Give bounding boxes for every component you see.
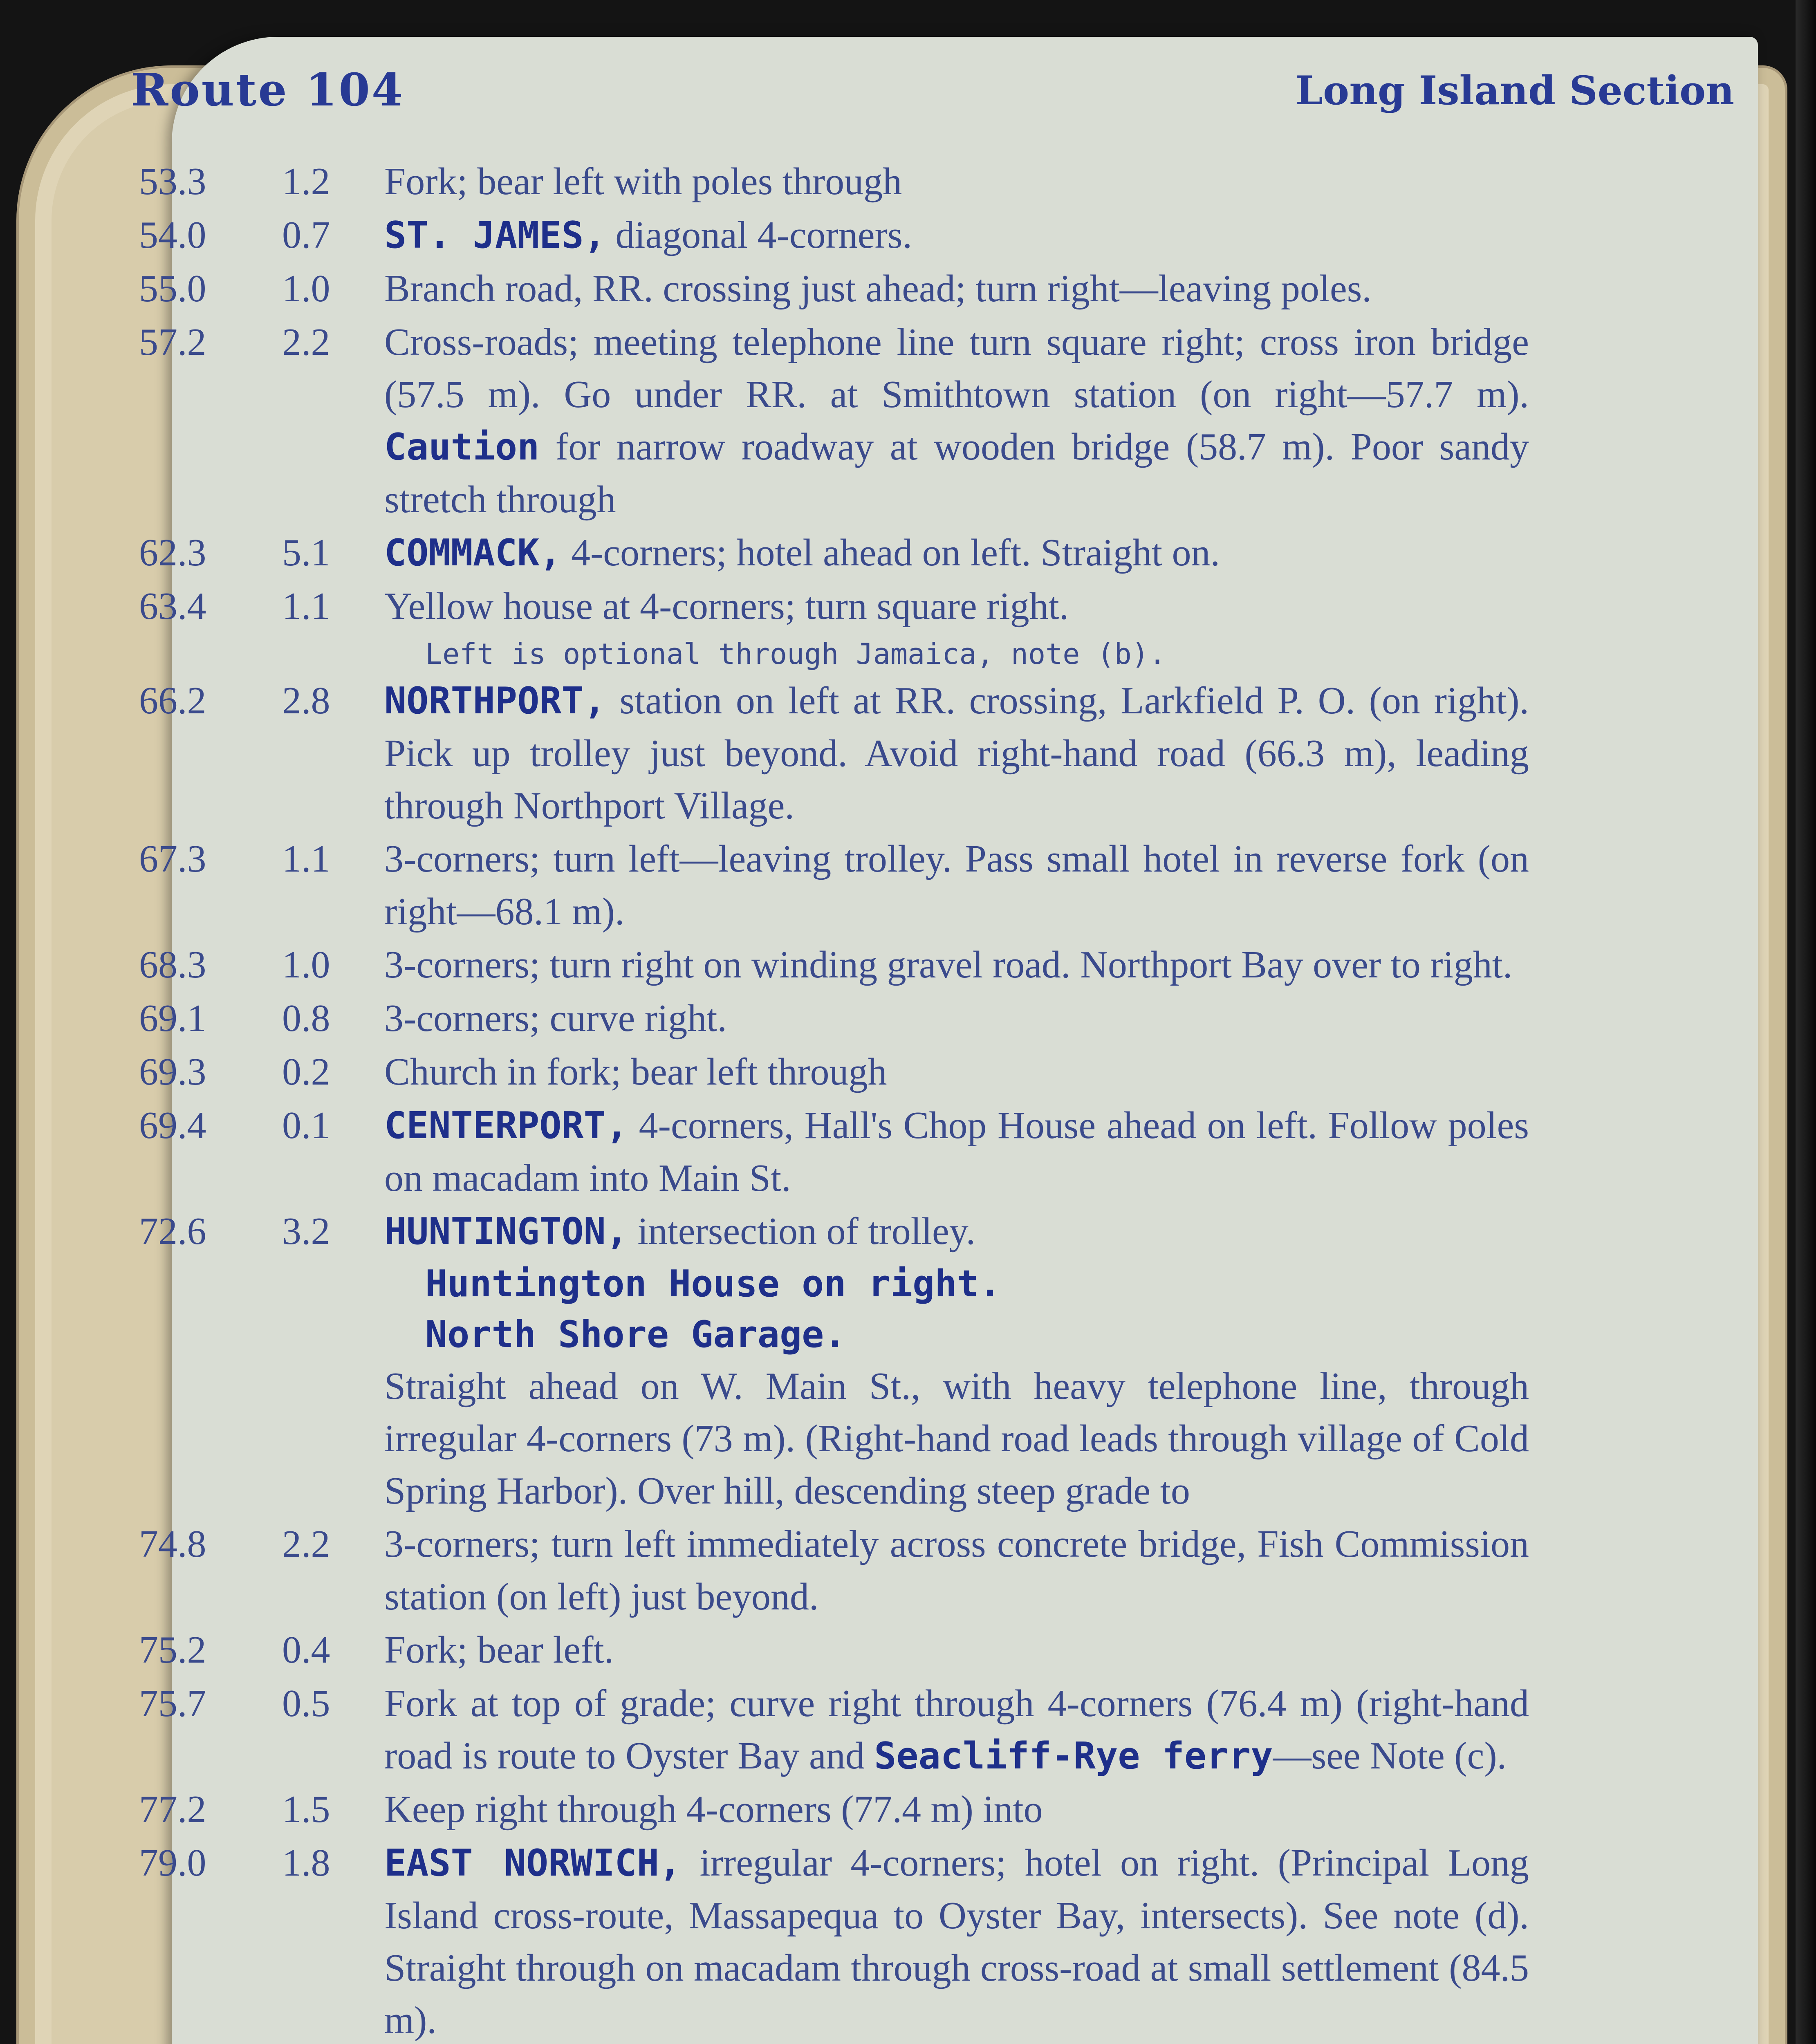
huntington-directions	[131, 1360, 1529, 1517]
route-entry	[131, 1624, 1529, 1676]
entry-description	[384, 939, 1529, 991]
entry-place-name: NORTHPORT,	[384, 679, 606, 722]
entry-text: Branch road, RR. crossing just ahead; turn right—leaving poles.	[384, 267, 1372, 310]
entry-delta-mileage: 1.1	[282, 585, 330, 628]
entry-description	[384, 1677, 1529, 1782]
entry-total-mileage: 72.6	[139, 1210, 206, 1253]
entry-place-name: COMMACK,	[384, 531, 562, 574]
entry-total-mileage: 74.8	[139, 1523, 206, 1565]
route-entry	[131, 1099, 1529, 1204]
entry-place-name: Caution	[384, 426, 540, 468]
entry-total-mileage: 77.2	[139, 1788, 206, 1831]
entry-text-pre: Fork at top of grade; curve right through 4-corners (76.4 m) (right-hand road is route to Oyster Bay and	[384, 1682, 1529, 1777]
entry-description	[384, 1205, 1529, 1258]
entry-total-mileage: 68.3	[139, 944, 206, 986]
section-title: Long Island Section	[1295, 67, 1734, 114]
entry-delta-mileage: 0.8	[282, 997, 330, 1040]
entry-total-mileage: 75.7	[139, 1682, 206, 1725]
entry-delta-mileage: 1.8	[282, 1842, 330, 1884]
entry-total-mileage: 53.3	[139, 160, 206, 203]
entry-description	[384, 1099, 1529, 1204]
entry-description	[384, 992, 1529, 1045]
entry-text: Church in fork; bear left through	[384, 1051, 887, 1093]
route-entry	[131, 675, 1529, 832]
entry-delta-mileage: 2.2	[282, 1523, 330, 1565]
route-entry	[131, 939, 1529, 991]
entry-total-mileage: 62.3	[139, 531, 206, 574]
entry-total-mileage: 69.1	[139, 997, 206, 1040]
route-entry	[131, 209, 1529, 262]
page-header	[131, 63, 1734, 129]
entry-text: 3-corners; turn left—leaving trolley. Pass small hotel in reverse fork (on right—68.1 m).	[384, 838, 1529, 933]
entry-delta-mileage: 0.7	[282, 214, 330, 256]
entry-description	[384, 262, 1529, 315]
entry-description	[384, 1046, 1529, 1098]
entry-description	[384, 527, 1529, 579]
entry-description	[384, 675, 1529, 832]
route-entry	[131, 1205, 1529, 1258]
entry-description	[384, 580, 1529, 633]
entry-total-mileage: 66.2	[139, 679, 206, 722]
entry-total-mileage: 57.2	[139, 321, 206, 363]
entry-total-mileage: 54.0	[139, 214, 206, 256]
entry-description	[384, 1624, 1529, 1676]
entry-text: Keep right through 4-corners (77.4 m) into	[384, 1788, 1043, 1831]
entry-description	[384, 209, 1529, 262]
entry-description	[384, 1783, 1529, 1836]
entry-delta-mileage: 0.4	[282, 1629, 330, 1671]
route-entries	[131, 155, 1529, 2044]
entry-text: for narrow roadway at wooden bridge (58.7 m). Poor sandy stretch through	[384, 426, 1529, 521]
entry-text: 4-corners; hotel ahead on left. Straight on.	[561, 531, 1220, 574]
entry-total-mileage: 63.4	[139, 585, 206, 628]
entry-total-mileage: 55.0	[139, 267, 206, 310]
entry-delta-mileage: 0.5	[282, 1682, 330, 1725]
entry-text: irregular 4-corners; hotel on right. (Principal Long Island cross-route, Massapequa to Oyster Bay, intersects). See note (d). Straight through on macadam through cross-road at small settlement (84.5 m).	[384, 1842, 1529, 2042]
entry-description	[384, 1837, 1529, 2044]
entry-delta-mileage: 3.2	[282, 1210, 330, 1253]
entry-place-name: CENTERPORT,	[384, 1104, 628, 1147]
route-entry	[131, 992, 1529, 1045]
route-entry	[131, 262, 1529, 315]
entry-text: diagonal 4-corners.	[605, 214, 912, 256]
route-entry	[131, 1046, 1529, 1098]
entry-delta-mileage: 2.8	[282, 679, 330, 722]
route-entry	[131, 527, 1529, 579]
entry-description	[384, 155, 1529, 208]
entry-text: —see Note (c).	[1273, 1735, 1507, 1777]
entry-delta-mileage: 0.2	[282, 1051, 330, 1093]
entry-place-name: HUNTINGTON,	[384, 1210, 628, 1253]
route-title: Route 104	[131, 63, 405, 116]
entry-delta-mileage: 0.1	[282, 1104, 330, 1147]
route-entry	[131, 155, 1529, 208]
entry-description	[384, 1518, 1529, 1623]
route-entry	[131, 1783, 1529, 1836]
route-entry	[131, 1837, 1529, 2044]
entry-total-mileage: 75.2	[139, 1629, 206, 1671]
entry-delta-mileage: 1.2	[282, 160, 330, 203]
entry-text: 3-corners; turn right on winding gravel road. Northport Bay over to right.	[384, 944, 1513, 986]
entry-delta-mileage: 1.0	[282, 267, 330, 310]
route-entry	[131, 1677, 1529, 1782]
route-entry	[131, 580, 1529, 633]
route-note: Left is optional through Jamaica, note (b).	[425, 637, 1166, 671]
entry-text: 3-corners; curve right.	[384, 997, 727, 1040]
entry-text: 4-corners, Hall's Chop House ahead on left. Follow poles on macadam into Main St.	[384, 1104, 1529, 1199]
entry-delta-mileage: 1.5	[282, 1788, 330, 1831]
entry-total-mileage: 67.3	[139, 838, 206, 880]
entry-total-mileage: 79.0	[139, 1842, 206, 1884]
entry-place-name: Seacliff-Rye ferry	[874, 1735, 1273, 1777]
book-spine	[1796, 0, 1816, 2044]
entry-description	[384, 833, 1529, 938]
entry-text: Yellow house at 4-corners; turn square right.	[384, 585, 1069, 628]
route-entry	[131, 1518, 1529, 1623]
entry-text: Straight ahead on W. Main St., with heavy telephone line, through irregular 4-corners (73 m). (Right-hand road leads through village of Cold Spring Harbor). Over hill, descending steep grade to	[384, 1365, 1529, 1512]
entry-place-name: EAST NORWICH,	[384, 1842, 682, 1885]
entry-total-mileage: 69.3	[139, 1051, 206, 1093]
entry-text-pre: Cross-roads; meeting telephone line turn square right; cross iron bridge (57.5 m). Go under RR. at Smithtown station (on right—57.7 m).	[384, 321, 1529, 416]
entry-text: station on left at RR. crossing, Larkfield P. O. (on right). Pick up trolley just beyond. Avoid right-hand road (66.3 m), leading through Northport Village.	[384, 679, 1529, 827]
entry-text: 3-corners; turn left immediately across concrete bridge, Fish Commission station (on left) just beyond.	[384, 1523, 1529, 1618]
entry-delta-mileage: 1.1	[282, 838, 330, 880]
entry-text: intersection of trolley.	[628, 1210, 976, 1253]
entry-total-mileage: 69.4	[139, 1104, 206, 1147]
entry-description	[384, 316, 1529, 526]
route-entry	[131, 316, 1529, 526]
entry-delta-mileage: 2.2	[282, 321, 330, 363]
entry-text: Fork; bear left.	[384, 1629, 614, 1671]
north-shore-garage: North Shore Garage.	[425, 1313, 846, 1356]
entry-delta-mileage: 5.1	[282, 531, 330, 574]
huntington-house: Huntington House on right.	[425, 1262, 1001, 1305]
entry-text: Fork; bear left with poles through	[384, 160, 902, 203]
route-entry	[131, 833, 1529, 938]
entry-place-name: ST. JAMES,	[384, 214, 606, 257]
entry-delta-mileage: 1.0	[282, 944, 330, 986]
